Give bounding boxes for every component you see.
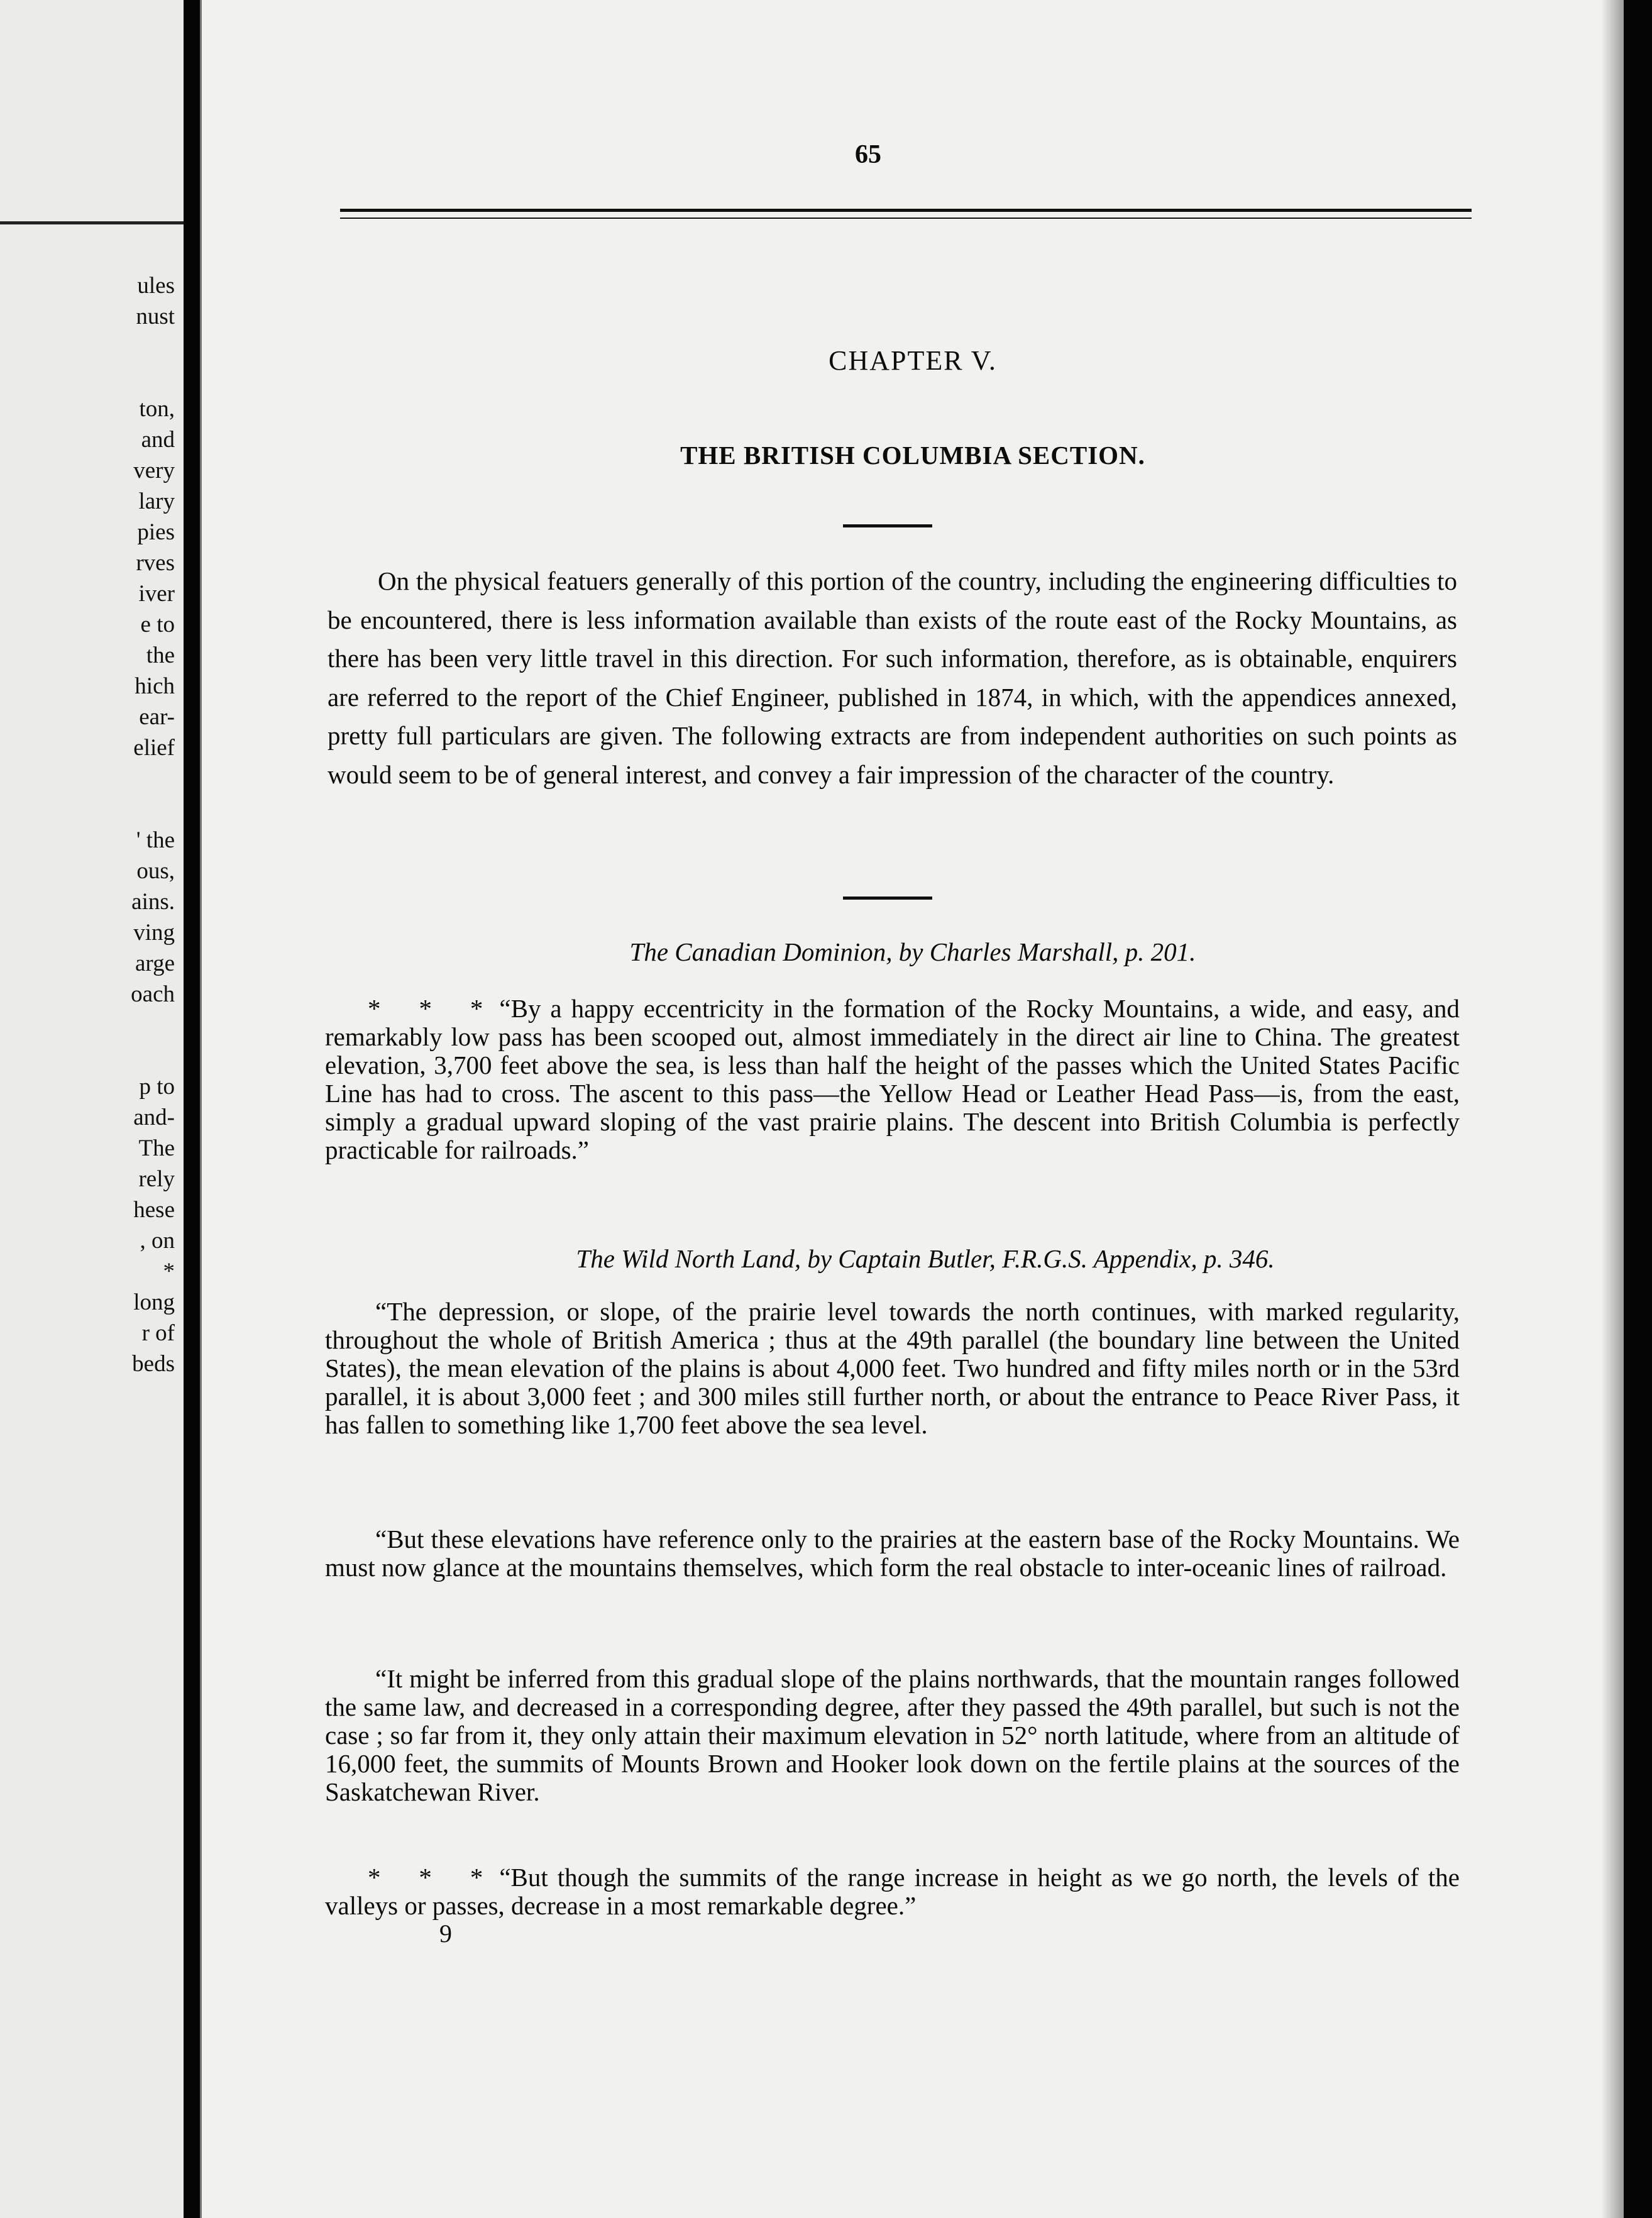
adjacent-page-line xyxy=(131,1040,175,1071)
adjacent-page-line: ules xyxy=(137,273,175,299)
section-divider xyxy=(843,897,932,900)
quote-text: “By a happy eccentricity in the formation of the Rocky Mountains, a wide, and easy, and remarkably low pass has been scooped out, almost immediately in the direct air line to China. The greatest elevation, 3,700 feet above the sea, is less than half the height of the passes which the United States Pacific Line has had to cross. The ascent to this pass—the Yellow Head or Leather Head Pass—is, from the east, simply a gradual upward sloping of the vast prairie plains. The descent into British Columbia is perfectly practicable for railroads.” xyxy=(325,994,1460,1164)
quote-butler-paragraph-4 xyxy=(325,1863,1460,1920)
adjacent-page-line: beds xyxy=(132,1351,175,1377)
signature-mark: 9 xyxy=(439,1919,452,1948)
ellipsis-asterisks: * * * xyxy=(368,1863,483,1892)
header-rule-thin xyxy=(340,218,1472,219)
ellipsis-asterisks: * * * xyxy=(368,994,483,1023)
adjacent-page-line: ear- xyxy=(139,704,175,730)
adjacent-page-line: * xyxy=(163,1259,175,1284)
adjacent-page-line: ous, xyxy=(136,858,175,884)
adjacent-page-line: long xyxy=(133,1289,175,1315)
adjacent-page-line: p to xyxy=(139,1074,175,1100)
adjacent-page-line: nust xyxy=(136,304,175,329)
adjacent-page-line: iver xyxy=(138,581,175,607)
citation-butler: The Wild North Land, by Captain Butler, F.R.G.S. Appendix, p. 346. xyxy=(576,1244,1275,1273)
adjacent-page-line: ains. xyxy=(131,889,175,915)
adjacent-page-line: oach xyxy=(131,981,175,1007)
adjacent-page-line: lary xyxy=(138,488,175,514)
document-page xyxy=(200,0,1624,2218)
adjacent-page-fragment xyxy=(0,0,184,2218)
adjacent-page-line: rely xyxy=(138,1166,175,1192)
adjacent-page-line: arge xyxy=(135,951,175,976)
adjacent-page-line: ving xyxy=(133,920,175,946)
adjacent-page-line: rves xyxy=(136,550,175,576)
adjacent-page-line: ton, xyxy=(139,396,175,422)
quote-butler-paragraph-1: “The depression, or slope, of the prairie level towards the north continues, with marked regularity, throughout the whole of British America ; thus at the 49th parallel (the boundary line between the United States), the mean elevation of the plains is about 4,000 feet. Two hundred and fifty miles north or in the 53rd parallel, it is about 3,000 feet ; and 300 miles still further north, or about the entrance to Peace River Pass, it has fallen to something like 1,700 feet above the sea level. xyxy=(325,1297,1460,1439)
adjacent-page-line: pies xyxy=(137,519,175,545)
chapter-heading: CHAPTER V. xyxy=(829,345,997,376)
quote-butler-paragraph-3: “It might be inferred from this gradual slope of the plains northwards, that the mountain ranges followed the same law, and decreased in a corresponding degree, after they passed the 49th parallel, but such is not the case ; so far from it, they only attain their maximum elevation in 52° north latitude, where from an altitude of 16,000 feet, the summits of Mounts Brown and Hooker look down on the fertile plains at the sources of the Saskatchewan River. xyxy=(325,1664,1460,1806)
adjacent-page-line: very xyxy=(133,458,175,483)
adjacent-page-line xyxy=(131,1010,175,1040)
quote-marshall xyxy=(325,995,1460,1164)
adjacent-page-line: r of xyxy=(141,1320,175,1346)
quote-butler-paragraph-2: “But these elevations have reference only to the prairies at the eastern base of the Rocky Mountains. We must now glance at the mountains themselves, which form the real obstacle to inter-oceanic lines of railroad. xyxy=(325,1525,1460,1582)
adjacent-page-line: hich xyxy=(135,673,175,699)
page-number: 65 xyxy=(855,140,881,169)
adjacent-page-line xyxy=(131,794,175,825)
header-rule-thick xyxy=(340,209,1472,212)
adjacent-page-rule xyxy=(0,221,184,224)
section-divider xyxy=(843,524,932,527)
adjacent-page-line: and- xyxy=(133,1105,175,1130)
citation-marshall: The Canadian Dominion, by Charles Marshall, p. 201. xyxy=(629,937,1196,966)
page-edge-shadow xyxy=(1601,0,1624,2218)
adjacent-page-line xyxy=(131,363,175,394)
adjacent-page-line: and xyxy=(141,427,175,453)
adjacent-page-line: hese xyxy=(133,1197,175,1223)
adjacent-page-line: ' the xyxy=(136,827,175,853)
intro-paragraph: On the physical featuers generally of this portion of the country, including the engineering difficulties to be encountered, there is less information available than exists of the route east of the Rocky Mountains, as there has been very little travel in this direction. For such information, therefore, as is obtainable, enquirers are referred to the report of the Chief Engineer, published in 1874, in which, with the appendices annexed, pretty full particulars are given. The following extracts are from independent authorities on such points as would seem to be of general interest, and convey a fair impression of the character of the country. xyxy=(328,566,1457,789)
adjacent-page-line xyxy=(131,332,175,363)
adjacent-page-text xyxy=(131,270,175,1379)
adjacent-page-line xyxy=(131,763,175,794)
adjacent-page-line: the xyxy=(146,643,175,668)
quote-text: “But though the summits of the range increase in height as we go north, the levels of the valleys or passes, decrease in a most remarkable degree.” xyxy=(325,1863,1460,1920)
adjacent-page-line: The xyxy=(138,1135,175,1161)
adjacent-page-line: elief xyxy=(133,735,175,761)
section-heading: THE BRITISH COLUMBIA SECTION. xyxy=(680,441,1145,470)
adjacent-page-line: e to xyxy=(140,612,175,637)
adjacent-page-line: , on xyxy=(140,1228,175,1254)
